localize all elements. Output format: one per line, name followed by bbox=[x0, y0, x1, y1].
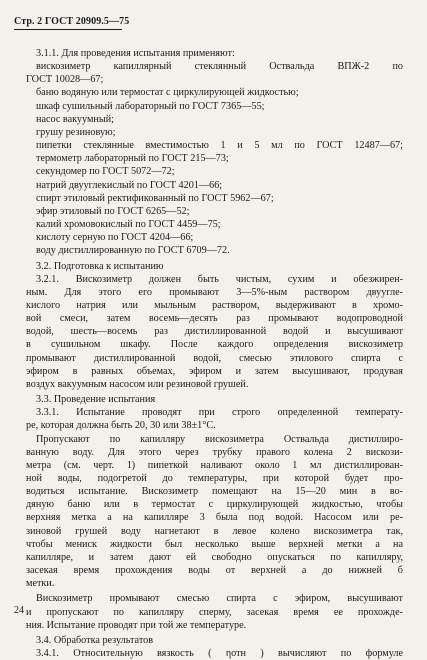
text-line: натрий двууглекислый по ГОСТ 4201—66; bbox=[36, 179, 223, 191]
text-line: ГОСТ 10028—67; bbox=[26, 74, 104, 86]
text-line: грушу резиновую; bbox=[36, 126, 116, 138]
page-header: Стр. 2 ГОСТ 20909.5—75 bbox=[14, 16, 130, 27]
text-line: насос вакуумный; bbox=[36, 113, 114, 125]
text-line: 3.2. Подготовка к испытанию bbox=[36, 260, 164, 272]
text-line: ния. Испытание проводят при той же температуре. bbox=[26, 619, 247, 631]
text-line: воду дистиллированную по ГОСТ 6709—72. bbox=[36, 245, 230, 257]
text-line: ванную воду. Для этого через трубку правого колена 2 вискози- bbox=[26, 446, 403, 458]
text-line: кислого натрия или мыльным раствором, выдерживают в хромо- bbox=[26, 299, 403, 311]
text-line: чтобы мениск жидкости был несколько выше верхней метки а на bbox=[26, 538, 403, 550]
text-line: 3.1.1. Для проведения испытания применяют: bbox=[36, 48, 235, 59]
text-line: секундомер по ГОСТ 5072—72; bbox=[36, 166, 175, 178]
text-line: ным. Для этого его промывают 3—5%-ным раствором двуугле- bbox=[26, 286, 403, 298]
text-line: вискозиметр капиллярный стеклянный Оствальда ВПЖ-2 по bbox=[36, 61, 403, 73]
text-line: баню водяную или термостат с циркулирующей жидкостью; bbox=[36, 87, 299, 99]
text-line: 3.3. Проведение испытания bbox=[36, 394, 156, 406]
text-line: шкаф сушильный лабораторный по ГОСТ 7365—55; bbox=[36, 100, 265, 112]
text-line: 3.3.1. Испытание проводят при строго определенной температу- bbox=[36, 407, 403, 419]
text-line: капилляре, и затем дают ей свободно опускаться по капилляру, bbox=[26, 551, 403, 563]
text-line: зиновой грушей воду нагнетают в левое колено вискозиметра так, bbox=[26, 525, 403, 537]
text-line: 3.4.1. Относительную вязкость ( ηотн ) вычисляют по формуле bbox=[36, 648, 403, 660]
text-line: эфиром в равных объемах, эфиром и затем высушивают, продувая bbox=[26, 365, 403, 377]
text-line: ной воды, подогретой до температуры, при которой будет про- bbox=[26, 473, 403, 484]
text-line: метра (см. черт. 1) пипеткой наливают около 1 мл дистиллирован- bbox=[26, 459, 403, 471]
text-line: 3.2.1. Вискозиметр должен быть чистым, сухим и обезжирен- bbox=[36, 273, 403, 285]
text-line: кислоту серную по ГОСТ 4204—66; bbox=[36, 232, 194, 244]
text-line: дяную баню или в термостат с циркулирующей жидкостью, чтобы bbox=[26, 499, 403, 511]
text-line: спирт этиловый ректификованный по ГОСТ 5962—67; bbox=[36, 192, 274, 204]
text-line: термометр лабораторный по ГОСТ 215—73; bbox=[36, 153, 229, 165]
text-line: пипетки стеклянные вместимостью 1 и 5 мл по ГОСТ 12487—67; bbox=[36, 140, 403, 152]
text-line: и пропускают по капилляру сперму, засекая время ее прохожде- bbox=[26, 606, 403, 618]
text-line: ре, которая должна быть 20, 30 или 38±1°С. bbox=[26, 420, 216, 432]
header-rule bbox=[14, 29, 122, 30]
text-line: водой, шесть—восемь раз дистиллированной водой и высушивают bbox=[26, 326, 403, 338]
text-line: метки. bbox=[26, 578, 55, 590]
text-line: 3.4. Обработка результатов bbox=[36, 634, 154, 646]
text-line: верхняя метка а на капилляре 3 была под водой. Насосом или ре- bbox=[26, 512, 403, 524]
text-line: промывают дистиллированной водой, смесью этилового спирта с bbox=[26, 352, 403, 364]
text-line: калий хромовокислый по ГОСТ 4459—75; bbox=[36, 219, 221, 231]
text-line: Пропускают по капилляру вискозиметра Оствальда дистиллиро- bbox=[36, 433, 403, 445]
text-line: засекая время прохождения воды от верхней а до нижней б bbox=[26, 565, 403, 577]
text-line: воздух вакуумным насосом или резиновой грушей. bbox=[26, 378, 249, 390]
text-line: водиться испытание. Вискозиметр помещают на 15—20 мин в во- bbox=[26, 486, 403, 498]
document-body bbox=[26, 47, 403, 660]
text-line: в сушильном шкафу. После каждого определения вискозиметр bbox=[26, 339, 403, 351]
text-line: эфир этиловый по ГОСТ 6265—52; bbox=[36, 205, 190, 217]
page-number: 24 bbox=[14, 605, 24, 616]
text-line: вой смеси, затем восемь—десять раз промывают водопроводной bbox=[26, 313, 403, 325]
text-line: Вискозиметр промывают смесью спирта с эфиром, высушивают bbox=[36, 593, 403, 605]
